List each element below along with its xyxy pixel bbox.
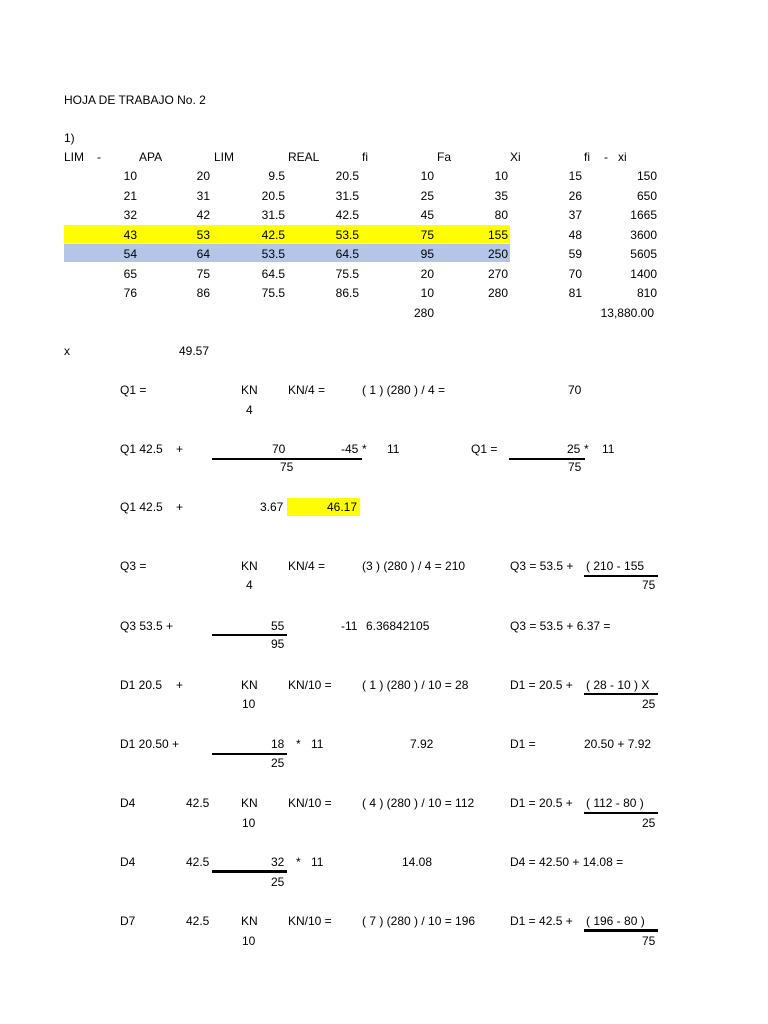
d7-fraction-bar xyxy=(584,929,658,932)
q1-label: Q1 = xyxy=(120,383,147,397)
cell-real-low: 20.5 xyxy=(261,189,285,203)
q1b-plus: + xyxy=(176,442,184,456)
d1-div: 10 xyxy=(242,697,256,711)
header-lim-2: LIM xyxy=(214,150,235,164)
d4b-label: D4 xyxy=(120,855,136,869)
cell-apa-low: 21 xyxy=(123,189,137,203)
cell-real-high: 64.5 xyxy=(335,247,359,261)
cell-lim-high: 31 xyxy=(196,189,210,203)
header-apa: APA xyxy=(139,150,163,164)
cell-apa-low: 54 xyxy=(123,247,137,261)
cell-fa: 10 xyxy=(494,169,508,183)
cell-real-high: 86.5 xyxy=(335,286,359,300)
cell-lim-high: 53 xyxy=(196,228,210,242)
d7-expr: ( 7 ) (280 ) / 10 = 196 xyxy=(362,914,476,928)
cell-fixi: 1400 xyxy=(630,267,657,281)
d1-eq: D1 = 20.5 + xyxy=(510,678,573,692)
q3-kn: KN xyxy=(241,559,258,573)
q1b-star: * xyxy=(362,442,367,456)
cell-fa: 250 xyxy=(487,247,508,261)
q1-expr: ( 1 ) (280 ) / 4 = xyxy=(362,383,446,397)
q3b-val: 6.36842105 xyxy=(366,619,430,633)
cell-xi: 37 xyxy=(568,208,582,222)
cell-fixi: 810 xyxy=(636,286,657,300)
cell-xi: 70 xyxy=(568,267,582,281)
cell-fixi: 3600 xyxy=(630,228,657,242)
d1-expr: ( 1 ) (280 ) / 10 = 28 xyxy=(362,678,469,692)
cell-fixi: 150 xyxy=(636,169,657,183)
q1c-val: 3.67 xyxy=(260,500,284,514)
cell-fixi: 650 xyxy=(636,189,657,203)
cell-xi: 48 xyxy=(568,228,582,242)
cell-fa: 155 xyxy=(487,228,508,242)
cell-real-high: 20.5 xyxy=(335,169,359,183)
cell-real-low: 64.5 xyxy=(261,267,285,281)
header-dash-2: - xyxy=(604,150,608,164)
d1b-num: 18 xyxy=(271,737,285,751)
q3-label: Q3 = xyxy=(120,559,147,573)
q1-div: 4 xyxy=(246,403,253,417)
q1c-label: Q1 42.5 xyxy=(120,500,163,514)
q1b-num2: 25 xyxy=(567,442,581,456)
d1-fraction-bar xyxy=(584,693,658,695)
d7-lim: 42.5 xyxy=(186,914,210,928)
header-fi-2: fi xyxy=(584,150,590,164)
d7-label: D7 xyxy=(120,914,136,928)
cell-fi: 10 xyxy=(420,169,434,183)
d1-frac-num: ( 28 - 10 ) X xyxy=(586,678,650,692)
d4b-lim: 42.5 xyxy=(186,855,210,869)
cell-fi: 20 xyxy=(420,267,434,281)
cell-real-low: 9.5 xyxy=(268,169,285,183)
q3b-minus: -11 xyxy=(341,619,358,633)
d1b-eq: D1 = xyxy=(510,737,536,751)
cell-lim-high: 86 xyxy=(196,286,210,300)
q1b-eleven: 11 xyxy=(387,442,400,456)
cell-real-high: 53.5 xyxy=(335,228,359,242)
q1-kn4: KN/4 = xyxy=(288,383,326,397)
d1b-eleven: 11 xyxy=(311,737,324,751)
q3b-den: 95 xyxy=(271,637,285,651)
header-xi: Xi xyxy=(510,150,521,164)
d1b-val: 7.92 xyxy=(410,737,434,751)
d1b-star: * xyxy=(296,737,301,751)
d4-kn: KN xyxy=(241,796,258,810)
header-real: REAL xyxy=(288,150,320,164)
cell-fixi: 1665 xyxy=(630,208,657,222)
q3-div: 4 xyxy=(246,578,253,592)
cell-fi: 25 xyxy=(420,189,434,203)
d7-div: 10 xyxy=(242,934,256,948)
cell-real-high: 31.5 xyxy=(335,189,359,203)
section-number: 1) xyxy=(64,131,75,145)
page-title: HOJA DE TRABAJO No. 2 xyxy=(64,93,206,107)
d4b-num: 32 xyxy=(271,855,285,869)
mean-value: 49.57 xyxy=(179,344,210,358)
total-fi: 280 xyxy=(413,306,434,320)
d7-frac-num: ( 196 - 80 ) xyxy=(586,914,645,928)
cell-real-high: 42.5 xyxy=(335,208,359,222)
cell-real-low: 42.5 xyxy=(261,228,285,242)
q3b-label: Q3 53.5 + xyxy=(120,619,174,633)
cell-fi: 45 xyxy=(420,208,434,222)
q1b-num: 70 xyxy=(272,442,286,456)
d4b-star: * xyxy=(296,855,301,869)
q1b-label: Q1 42.5 xyxy=(120,442,163,456)
cell-apa-low: 76 xyxy=(123,286,137,300)
q1b-minus: -45 xyxy=(341,442,359,456)
q1b-eleven2: 11 xyxy=(602,442,615,456)
d4-div: 10 xyxy=(242,816,256,830)
header-fi: fi xyxy=(362,150,368,164)
q1c-result: 46.17 xyxy=(327,500,358,514)
d1-kn10: KN/10 = xyxy=(288,678,332,692)
header-xi-2: xi xyxy=(618,150,627,164)
cell-fa: 80 xyxy=(494,208,508,222)
cell-lim-high: 64 xyxy=(196,247,210,261)
cell-fi: 75 xyxy=(420,228,434,242)
cell-fa: 35 xyxy=(494,189,508,203)
d1-frac-den: 25 xyxy=(642,697,656,711)
cell-lim-high: 42 xyxy=(196,208,210,222)
d1b-label: D1 20.50 + xyxy=(120,737,180,751)
cell-apa-low: 43 xyxy=(123,228,137,242)
d4b-den: 25 xyxy=(271,875,285,889)
q3-frac-den: 75 xyxy=(642,578,656,592)
q3-eq: Q3 = 53.5 + xyxy=(510,559,574,573)
q3b-eq: Q3 = 53.5 + 6.37 = xyxy=(510,619,611,633)
header-lim: LIM xyxy=(64,150,85,164)
cell-fi: 10 xyxy=(420,286,434,300)
cell-xi: 26 xyxy=(568,189,582,203)
d4b-val: 14.08 xyxy=(402,855,433,869)
q3-kn4: KN/4 = xyxy=(288,559,326,573)
q3-expr: (3 ) (280 ) / 4 = 210 xyxy=(362,559,466,573)
cell-real-low: 31.5 xyxy=(261,208,285,222)
d4-lim: 42.5 xyxy=(186,796,210,810)
q1b-den: 75 xyxy=(280,460,294,474)
d4-eq: D1 = 20.5 + xyxy=(510,796,573,810)
d4-frac-num: ( 112 - 80 ) xyxy=(586,796,644,810)
q1-kn: KN xyxy=(241,383,258,397)
cell-lim-high: 75 xyxy=(196,267,210,281)
q1b-q1eq: Q1 = xyxy=(471,442,498,456)
q3b-num: 55 xyxy=(271,619,285,633)
d7-eq: D1 = 42.5 + xyxy=(510,914,573,928)
cell-apa-low: 32 xyxy=(123,208,137,222)
cell-xi: 81 xyxy=(568,286,582,300)
d4-expr: ( 4 ) (280 ) / 10 = 112 xyxy=(362,796,475,810)
cell-xi: 59 xyxy=(568,247,582,261)
d1-label: D1 20.5 xyxy=(120,678,163,692)
d4-fraction-bar xyxy=(584,812,658,814)
cell-real-low: 53.5 xyxy=(261,247,285,261)
q1-result: 70 xyxy=(568,383,582,397)
cell-lim-high: 20 xyxy=(196,169,210,183)
cell-fa: 270 xyxy=(487,267,508,281)
cell-real-low: 75.5 xyxy=(261,286,285,300)
header-fa: Fa xyxy=(437,150,452,164)
d4b-eq: D4 = 42.50 + 14.08 = xyxy=(510,855,624,869)
cell-fa: 280 xyxy=(487,286,508,300)
d1b-sum: 20.50 + 7.92 xyxy=(584,737,652,751)
cell-fi: 95 xyxy=(420,247,434,261)
d7-kn10: KN/10 = xyxy=(288,914,332,928)
q3-frac-num: ( 210 - 155 xyxy=(586,559,645,573)
d4b-eleven: 11 xyxy=(311,855,324,869)
q1b-den2: 75 xyxy=(568,460,582,474)
d1b-den: 25 xyxy=(271,756,285,770)
cell-apa-low: 65 xyxy=(123,267,137,281)
total-fixi: 13,880.00 xyxy=(600,306,654,320)
d1-kn: KN xyxy=(241,678,258,692)
cell-apa-low: 10 xyxy=(123,169,137,183)
d4-kn10: KN/10 = xyxy=(288,796,332,810)
d4b-fraction-bar xyxy=(212,870,287,873)
q1b-star2: * xyxy=(584,442,589,456)
cell-real-high: 75.5 xyxy=(335,267,359,281)
cell-xi: 15 xyxy=(568,169,582,183)
header-dash: - xyxy=(97,150,101,164)
d7-frac-den: 75 xyxy=(642,934,656,948)
q1c-plus: + xyxy=(176,500,184,514)
d4-frac-den: 25 xyxy=(642,816,656,830)
d7-kn: KN xyxy=(241,914,258,928)
d4-label: D4 xyxy=(120,796,136,810)
cell-fixi: 5605 xyxy=(630,247,657,261)
d1-plus: + xyxy=(176,678,184,692)
mean-label: x xyxy=(64,344,70,358)
